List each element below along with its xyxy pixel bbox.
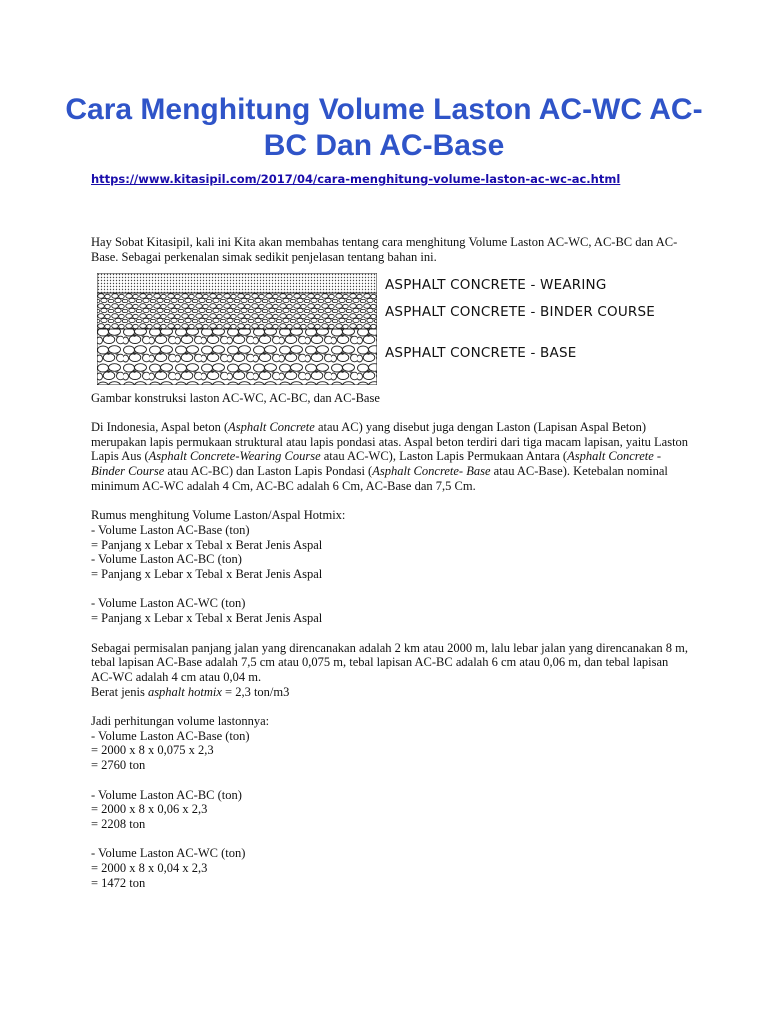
calc-base: = 2000 x 8 x 0,075 x 2,3	[91, 743, 214, 758]
result-wc: = 1472 ton	[91, 875, 146, 890]
binder-course-layer	[97, 293, 377, 329]
article-body	[91, 420, 691, 890]
text-run: atau AC-BC) dan Laston Lapis Pondasi (	[164, 464, 373, 479]
italic-term: Asphalt Concrete- Base	[372, 464, 491, 479]
density-line	[91, 685, 691, 700]
italic-term: Asphalt Concrete-Wearing Course	[148, 449, 321, 464]
result-base: = 2760 ton	[91, 758, 146, 773]
caption-text: Gambar konstruksi laston AC-WC, AC-BC, dan AC-Base	[91, 391, 380, 405]
formula-base-label: - Volume Laston AC-Base (ton)	[91, 522, 250, 537]
intro-paragraph	[91, 235, 691, 264]
formula-bc-label: - Volume Laston AC-BC (ton)	[91, 552, 242, 567]
calc-bc-label: - Volume Laston AC-BC (ton)	[91, 787, 242, 802]
text-run: Berat jenis	[91, 684, 148, 699]
calc-heading: Jadi perhitungan volume lastonnya:	[91, 714, 270, 728]
example-paragraph: Sebagai permisalan panjang jalan yang direncanakan adalah 2 km atau 2000 m, lalu lebar jalan yang direncanakan 8 m, tebal lapisan AC-Base adalah 7,5 cm atau 0,075 m, tebal lapisan AC-BC adalah 6 cm atau 0,06 m, dan tebal lapisan AC-WC adalah 4 cm atau 0,04 m.	[91, 640, 688, 684]
text-run: atau AC-WC), Laston Lapis Permukaan Antara (	[320, 449, 568, 464]
label-wearing: ASPHALT CONCRETE - WEARING	[385, 277, 607, 293]
definition-paragraph	[91, 420, 691, 494]
italic-term: Asphalt Concrete - Binder Course	[91, 449, 662, 479]
calc-wc: = 2000 x 8 x 0,04 x 2,3	[91, 861, 208, 875]
page-title: Cara Menghitung Volume Laston AC-WC AC-BC Dan AC-Base	[65, 93, 703, 162]
source-link[interactable]: https://www.kitasipil.com/2017/04/cara-menghitung-volume-laston-ac-wc-ac.html	[91, 172, 621, 186]
formula-heading: Rumus menghitung Volume Laston/Aspal Hotmix:	[91, 508, 346, 523]
text-run: = 2,3 ton/m3	[221, 684, 290, 699]
base-course-layer	[97, 329, 377, 385]
italic-term: asphalt hotmix	[147, 684, 222, 699]
calc-wc-label: - Volume Laston AC-WC (ton)	[91, 846, 246, 861]
figure-caption	[91, 391, 691, 406]
wearing-course-layer	[97, 273, 377, 293]
formula-base: = Panjang x Lebar x Tebal x Berat Jenis Aspal	[91, 537, 323, 552]
text-run: Di Indonesia, Aspal beton (	[91, 420, 229, 434]
label-binder-course: ASPHALT CONCRETE - BINDER COURSE	[385, 304, 655, 320]
intro-text: Hay Sobat Kitasipil, kali ini Kita akan membahas tentang cara menghitung Volume Laston AC-WC, AC-BC dan AC-Base. Sebagai perkenalan simak sedikit penjelasan tentang bahan ini.	[91, 235, 678, 264]
label-base: ASPHALT CONCRETE - BASE	[385, 345, 577, 361]
formula-bc: = Panjang x Lebar x Tebal x Berat Jenis Aspal	[91, 567, 323, 582]
text-run: atau AC-Base). Ketebalan nominal minimum AC-WC adalah 4 Cm, AC-BC adalah 6 Cm, AC-Base dan 7,5 Cm.	[91, 464, 668, 493]
calc-base-label: - Volume Laston AC-Base (ton)	[91, 728, 250, 743]
text-run: atau AC) yang disebut juga dengan Laston (Lapisan Aspal Beton) merupakan lapis permukaan struktural atau lapis pondasi atas. Aspal beton terdiri dari tiga macam lapisan, yaitu Laston Lapis Aus (	[91, 420, 689, 464]
formula-wc: = Panjang x Lebar x Tebal x Berat Jenis Aspal	[91, 611, 323, 626]
italic-term: Asphalt Concrete	[228, 420, 315, 434]
asphalt-layers-figure	[97, 273, 377, 385]
calc-bc: = 2000 x 8 x 0,06 x 2,3	[91, 802, 208, 817]
formula-wc-label: - Volume Laston AC-WC (ton)	[91, 596, 246, 611]
result-bc: = 2208 ton	[91, 816, 146, 831]
